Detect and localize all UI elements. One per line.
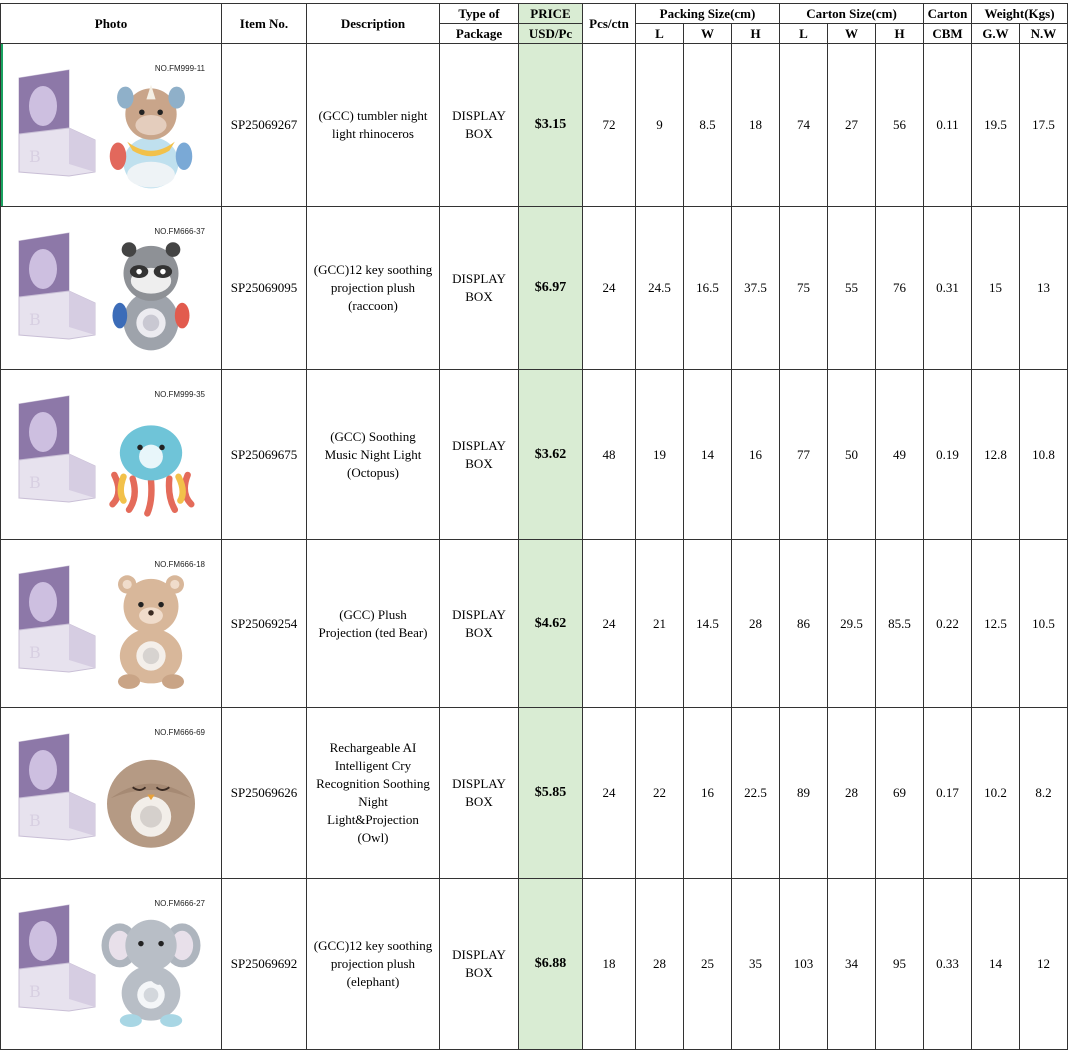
net-weight: 10.5 <box>1020 540 1068 708</box>
description-line: (GCC) Soothing <box>330 428 416 444</box>
net-weight: 8.2 <box>1020 708 1068 879</box>
pcs-per-carton: 24 <box>583 207 636 370</box>
carton-height: 76 <box>876 207 924 370</box>
description <box>307 370 440 540</box>
header-pcs-ctn: Pcs/ctn <box>583 4 636 44</box>
packing-width: 14.5 <box>684 540 732 708</box>
package-type <box>440 370 519 540</box>
carton-length: 77 <box>780 370 828 540</box>
item-number: SP25069254 <box>222 540 307 708</box>
packing-length: 22 <box>636 708 684 879</box>
model-code: NO.FM666-18 <box>154 560 205 569</box>
table-row <box>1 879 1068 1050</box>
package-type <box>440 708 519 879</box>
package-type <box>440 879 519 1050</box>
product-photo <box>1 879 222 1050</box>
svg-text:B: B <box>29 473 41 492</box>
gross-weight: 14 <box>972 879 1020 1050</box>
description-line: (Owl) <box>357 830 389 845</box>
description-line: (GCC)12 key soothing <box>313 262 433 277</box>
carton-height: 85.5 <box>876 540 924 708</box>
carton-length: 86 <box>780 540 828 708</box>
header-cbm: CBM <box>924 24 972 44</box>
packing-height: 22.5 <box>732 708 780 879</box>
description-line: (raccoon) <box>348 298 398 313</box>
header-carton-w: W <box>828 24 876 44</box>
carton-width: 27 <box>828 44 876 207</box>
header-type-of: Type of <box>440 4 519 24</box>
carton-cbm: 0.33 <box>924 879 972 1050</box>
packing-width: 16 <box>684 708 732 879</box>
description-line: Recognition Soothing <box>316 776 430 791</box>
description-line: light rhinoceros <box>332 126 414 141</box>
package-type-line: BOX <box>465 965 493 980</box>
package-type-line: DISPLAY <box>452 947 506 962</box>
svg-text:B: B <box>29 643 41 662</box>
carton-height: 69 <box>876 708 924 879</box>
packing-height: 37.5 <box>732 207 780 370</box>
price: $6.97 <box>519 207 583 370</box>
description <box>307 879 440 1050</box>
description-line: (Octopus) <box>347 464 399 480</box>
gross-weight: 10.2 <box>972 708 1020 879</box>
description-line: Intelligent Cry <box>334 758 412 773</box>
net-weight: 17.5 <box>1020 44 1068 207</box>
carton-cbm: 0.22 <box>924 540 972 708</box>
net-weight: 13 <box>1020 207 1068 370</box>
header-packing-h: H <box>732 24 780 44</box>
product-quote-table <box>0 3 1068 1050</box>
header-usd-pc: USD/Pc <box>519 24 583 44</box>
packing-length: 9 <box>636 44 684 207</box>
header-item-no: Item No. <box>222 4 307 44</box>
gross-weight: 12.5 <box>972 540 1020 708</box>
model-code: NO.FM999-11 <box>154 64 205 73</box>
description <box>307 44 440 207</box>
pcs-per-carton: 48 <box>583 370 636 540</box>
description-line: projection plush <box>330 280 416 295</box>
pcs-per-carton: 72 <box>583 44 636 207</box>
carton-height: 49 <box>876 370 924 540</box>
packing-length: 28 <box>636 879 684 1050</box>
net-weight: 10.8 <box>1020 370 1068 540</box>
package-type-line: BOX <box>465 289 493 304</box>
svg-text:B: B <box>29 982 41 1001</box>
model-code: NO.FM666-27 <box>154 899 205 908</box>
packing-width: 16.5 <box>684 207 732 370</box>
product-photo <box>1 370 222 540</box>
price: $3.15 <box>519 44 583 207</box>
header-carton-l: L <box>780 24 828 44</box>
package-type <box>440 540 519 708</box>
item-number: SP25069675 <box>222 370 307 540</box>
carton-height: 56 <box>876 44 924 207</box>
package-type-line: DISPLAY <box>452 437 506 453</box>
description-line: (elephant) <box>346 974 400 989</box>
carton-width: 50 <box>828 370 876 540</box>
package-type-line: DISPLAY <box>452 271 506 286</box>
product-photo <box>1 708 222 879</box>
item-number: SP25069267 <box>222 44 307 207</box>
model-code: NO.FM999-35 <box>154 390 205 399</box>
carton-width: 34 <box>828 879 876 1050</box>
product-photo <box>1 207 222 370</box>
packing-height: 35 <box>732 879 780 1050</box>
carton-cbm: 0.17 <box>924 708 972 879</box>
carton-width: 55 <box>828 207 876 370</box>
package-type-line: BOX <box>465 455 493 471</box>
carton-cbm: 0.31 <box>924 207 972 370</box>
gross-weight: 19.5 <box>972 44 1020 207</box>
description-line: Rechargeable AI <box>329 740 417 755</box>
header-price: PRICE <box>519 4 583 24</box>
header-weight: Weight(Kgs) <box>972 4 1068 24</box>
header-gw: G.W <box>972 24 1020 44</box>
description-line: (GCC) Plush <box>339 606 407 622</box>
carton-length: 75 <box>780 207 828 370</box>
package-type-line: DISPLAY <box>452 108 506 123</box>
price: $6.88 <box>519 879 583 1050</box>
svg-text:B: B <box>29 147 41 166</box>
carton-width: 28 <box>828 708 876 879</box>
header-photo: Photo <box>1 4 222 44</box>
item-number: SP25069692 <box>222 879 307 1050</box>
price: $4.62 <box>519 540 583 708</box>
model-code: NO.FM666-69 <box>154 728 205 737</box>
net-weight: 12 <box>1020 879 1068 1050</box>
header-packing-w: W <box>684 24 732 44</box>
price: $3.62 <box>519 370 583 540</box>
item-number: SP25069095 <box>222 207 307 370</box>
packing-height: 16 <box>732 370 780 540</box>
header-carton-size: Carton Size(cm) <box>780 4 924 24</box>
description <box>307 207 440 370</box>
packing-length: 21 <box>636 540 684 708</box>
table-row <box>1 207 1068 370</box>
header-nw: N.W <box>1020 24 1068 44</box>
svg-text:B: B <box>29 310 41 329</box>
carton-length: 103 <box>780 879 828 1050</box>
table-row <box>1 540 1068 708</box>
table-row <box>1 708 1068 879</box>
package-type-line: BOX <box>465 794 493 809</box>
package-type-line: BOX <box>465 126 493 141</box>
pcs-per-carton: 18 <box>583 879 636 1050</box>
description-line: (GCC)12 key soothing <box>313 938 433 953</box>
packing-height: 18 <box>732 44 780 207</box>
svg-text:B: B <box>29 811 41 830</box>
packing-width: 25 <box>684 879 732 1050</box>
package-type-line: DISPLAY <box>452 606 506 622</box>
gross-weight: 12.8 <box>972 370 1020 540</box>
header-packing-size: Packing Size(cm) <box>636 4 780 24</box>
item-number: SP25069626 <box>222 708 307 879</box>
table-row <box>1 44 1068 207</box>
pcs-per-carton: 24 <box>583 708 636 879</box>
package-type-line: BOX <box>465 624 493 640</box>
carton-length: 89 <box>780 708 828 879</box>
carton-cbm: 0.19 <box>924 370 972 540</box>
description <box>307 708 440 879</box>
table-row <box>1 370 1068 540</box>
header-carton: Carton <box>924 4 972 24</box>
description-line: Music Night Light <box>324 446 422 462</box>
description-line: Projection (ted Bear) <box>318 624 428 640</box>
packing-width: 14 <box>684 370 732 540</box>
packing-length: 19 <box>636 370 684 540</box>
product-photo <box>1 540 222 708</box>
package-type <box>440 207 519 370</box>
packing-width: 8.5 <box>684 44 732 207</box>
header-description: Description <box>307 4 440 44</box>
pcs-per-carton: 24 <box>583 540 636 708</box>
header-package: Package <box>440 24 519 44</box>
description-line: Light&Projection <box>327 812 419 827</box>
package-type-line: DISPLAY <box>452 776 506 791</box>
description-line: (GCC) tumbler night <box>318 108 428 123</box>
packing-length: 24.5 <box>636 207 684 370</box>
model-code: NO.FM666-37 <box>154 227 205 236</box>
product-photo <box>1 44 222 207</box>
description-line: Night <box>358 794 388 809</box>
packing-height: 28 <box>732 540 780 708</box>
header-carton-h: H <box>876 24 924 44</box>
package-type <box>440 44 519 207</box>
carton-cbm: 0.11 <box>924 44 972 207</box>
description-line: projection plush <box>330 956 416 971</box>
description <box>307 540 440 708</box>
carton-width: 29.5 <box>828 540 876 708</box>
carton-length: 74 <box>780 44 828 207</box>
price: $5.85 <box>519 708 583 879</box>
carton-height: 95 <box>876 879 924 1050</box>
header-packing-l: L <box>636 24 684 44</box>
gross-weight: 15 <box>972 207 1020 370</box>
